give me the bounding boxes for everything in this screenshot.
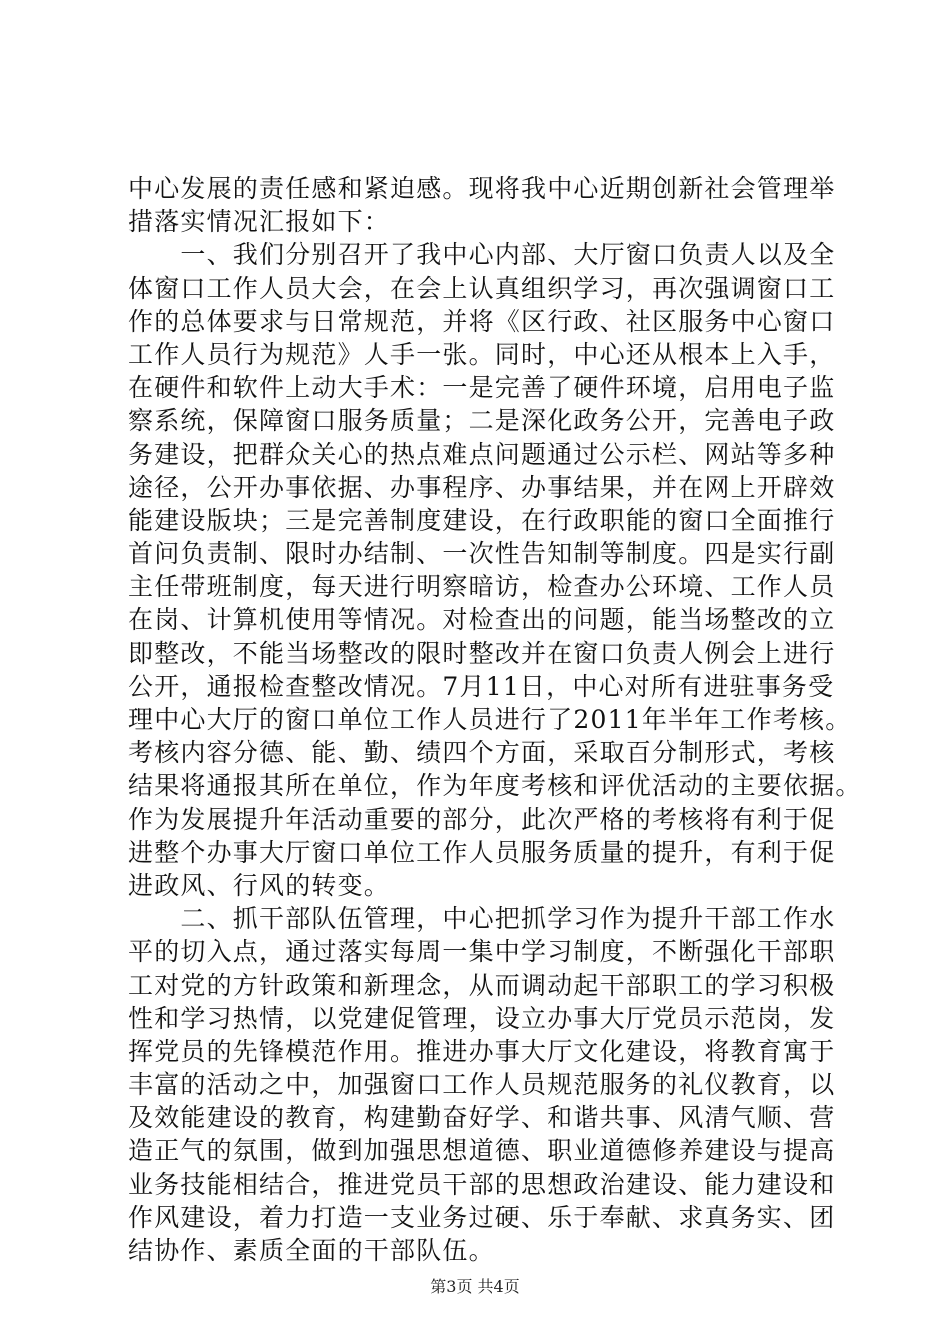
body-line: 途径，公开办事依据、办事程序、办事结果，并在网上开辟效: [128, 472, 836, 502]
body-line: 在岗、计算机使用等情况。对检查出的问题，能当场整改的立: [128, 605, 836, 635]
body-line: 作为发展提升年活动重要的部分，此次严格的考核将有利于促: [128, 804, 836, 834]
body-line: 进政风、行风的转变。: [128, 870, 391, 900]
body-line: 体窗口工作人员大会，在会上认真组织学习，再次强调窗口工: [128, 273, 836, 303]
body-line: 措落实情况汇报如下：: [128, 207, 391, 237]
body-line: 二、抓干部队伍管理，中心把抓学习作为提升干部工作水: [128, 904, 836, 934]
body-line: 丰富的活动之中，加强窗口工作人员规范服务的礼仪教育，以: [128, 1070, 836, 1100]
body-line: 业务技能相结合，推进党员干部的思想政治建设、能力建设和: [128, 1169, 836, 1199]
body-line: 即整改，不能当场整改的限时整改并在窗口负责人例会上进行: [128, 638, 836, 668]
page-footer: 第3页 共4页: [430, 1277, 520, 1296]
body-line: 工对党的方针政策和新理念，从而调动起干部职工的学习积极: [128, 970, 836, 1000]
body-line: 一、我们分别召开了我中心内部、大厅窗口负责人以及全: [128, 240, 836, 270]
body-line: 平的切入点，通过落实每周一集中学习制度，不断强化干部职: [128, 937, 836, 967]
body-line: 性和学习热情，以党建促管理，设立办事大厅党员示范岗，发: [128, 1003, 836, 1033]
body-line: 结果将通报其所在单位，作为年度考核和评优活动的主要依据。: [128, 771, 862, 801]
document-body: [128, 172, 862, 1267]
body-line: 作的总体要求与日常规范，并将《区行政、社区服务中心窗口: [128, 306, 836, 336]
body-line: 中心发展的责任感和紧迫感。现将我中心近期创新社会管理举: [128, 174, 836, 203]
body-line: 主任带班制度，每天进行明察暗访，检查办公环境、工作人员: [128, 572, 836, 602]
body-line: 作风建设，着力打造一支业务过硬、乐于奉献、求真务实、团: [128, 1202, 836, 1232]
body-line: 挥党员的先锋模范作用。推进办事大厅文化建设，将教育寓于: [128, 1036, 836, 1066]
body-line: 工作人员行为规范》人手一张。同时，中心还从根本上入手，: [128, 339, 836, 369]
body-line: 在硬件和软件上动大手术：一是完善了硬件环境，启用电子监: [128, 373, 836, 403]
body-line: 进整个办事大厅窗口单位工作人员服务质量的提升，有利于促: [128, 837, 836, 867]
body-line: 造正气的氛围，做到加强思想道德、职业道德修养建设与提高: [128, 1136, 836, 1166]
body-line: 察系统，保障窗口服务质量；二是深化政务公开，完善电子政: [128, 406, 836, 436]
body-line: 首问负责制、限时办结制、一次性告知制等制度。四是实行副: [128, 539, 836, 569]
body-line: 公开，通报检查整改情况。7月11日，中心对所有进驻事务受: [128, 671, 835, 701]
body-line: 结协作、素质全面的干部队伍。: [128, 1236, 495, 1265]
body-line: 理中心大厅的窗口单位工作人员进行了2011年半年工作考核。: [128, 705, 852, 734]
body-line: 考核内容分德、能、勤、绩四个方面，采取百分制形式，考核: [128, 738, 836, 768]
body-line: 能建设版块；三是完善制度建设，在行政职能的窗口全面推行: [128, 505, 836, 535]
body-line: 务建设，把群众关心的热点难点问题通过公示栏、网站等多种: [128, 439, 836, 469]
body-line: 及效能建设的教育，构建勤奋好学、和谐共事、风清气顺、营: [128, 1103, 836, 1133]
